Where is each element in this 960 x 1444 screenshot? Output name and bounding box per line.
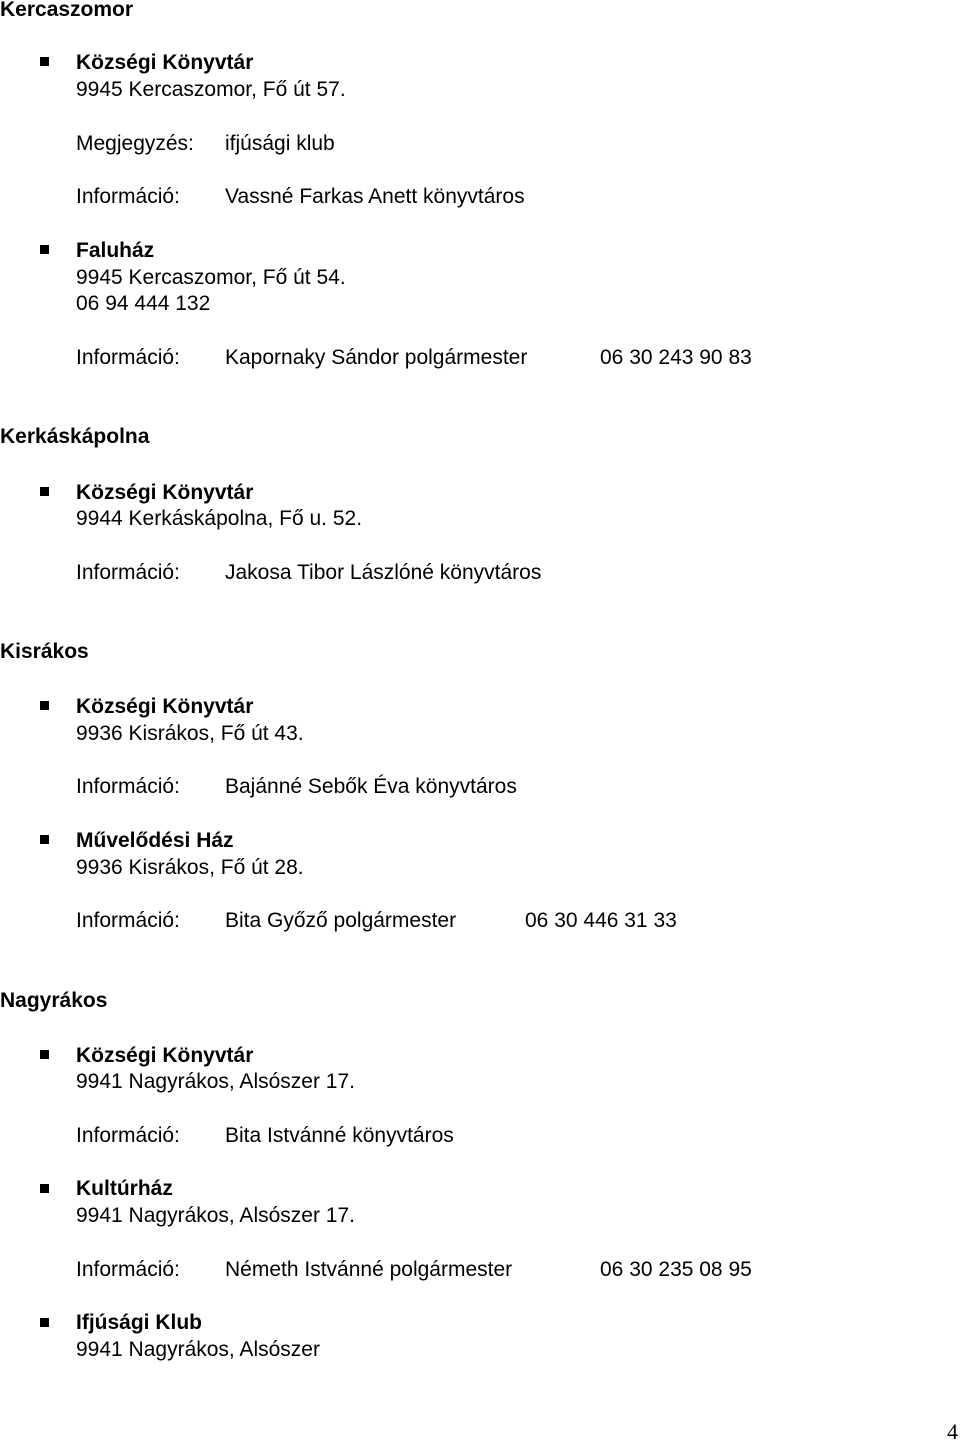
entry-title: Községi Könyvtár <box>76 481 254 504</box>
entry-address: 9936 Kisrákos, Fő út 43. <box>76 722 304 745</box>
entry-title: Faluház <box>76 239 155 262</box>
info-value: Vassné Farkas Anett könyvtáros <box>225 185 525 208</box>
bullet-icon <box>40 487 49 496</box>
info-label: Információ: <box>76 909 180 932</box>
section-heading-kisrakos: Kisrákos <box>0 640 89 663</box>
info-label: Információ: <box>76 346 180 369</box>
entry-title: Művelődési Ház <box>76 829 234 852</box>
bullet-icon <box>40 701 49 710</box>
info-label: Információ: <box>76 561 180 584</box>
info-value: Jakosa Tibor Lászlóné könyvtáros <box>225 561 542 584</box>
entry-address: 9945 Kercaszomor, Fő út 57. <box>76 78 346 101</box>
entry-address: 9941 Nagyrákos, Alsószer 17. <box>76 1070 355 1093</box>
info-label: Megjegyzés: <box>76 132 194 155</box>
entry-address: 9936 Kisrákos, Fő út 28. <box>76 856 304 879</box>
bullet-icon <box>40 57 49 66</box>
section-heading-kerkaskapolna: Kerkáskápolna <box>0 425 150 448</box>
bullet-icon <box>40 245 49 254</box>
info-value: Bita Győző polgármester <box>225 909 457 932</box>
entry-title: Községi Könyvtár <box>76 51 254 74</box>
info-value: Bajánné Sebők Éva könyvtáros <box>225 775 517 798</box>
bullet-icon <box>40 835 49 844</box>
entry-title: Községi Könyvtár <box>76 695 254 718</box>
info-phone: 06 30 243 90 83 <box>600 346 752 369</box>
info-label: Információ: <box>76 1258 180 1281</box>
info-label: Információ: <box>76 775 180 798</box>
entry-phone: 06 94 444 132 <box>76 292 211 315</box>
entry-title: Községi Könyvtár <box>76 1044 254 1067</box>
info-label: Információ: <box>76 185 180 208</box>
entry-title: Kultúrház <box>76 1177 173 1200</box>
page-number: 4 <box>947 1419 958 1444</box>
bullet-icon <box>40 1050 49 1059</box>
bullet-icon <box>40 1184 49 1193</box>
info-value: Kapornaky Sándor polgármester <box>225 346 528 369</box>
info-value: Németh Istvánné polgármester <box>225 1258 513 1281</box>
entry-address: 9945 Kercaszomor, Fő út 54. <box>76 266 346 289</box>
info-value: ifjúsági klub <box>225 132 335 155</box>
entry-title: Ifjúsági Klub <box>76 1311 202 1334</box>
section-heading-nagyrakos: Nagyrákos <box>0 989 108 1012</box>
info-phone: 06 30 235 08 95 <box>600 1258 752 1281</box>
info-value: Bita Istvánné könyvtáros <box>225 1124 454 1147</box>
info-label: Információ: <box>76 1124 180 1147</box>
section-heading-kercaszomor: Kercaszomor <box>0 0 134 21</box>
entry-address: 9944 Kerkáskápolna, Fő u. 52. <box>76 507 363 530</box>
entry-address: 9941 Nagyrákos, Alsószer <box>76 1338 320 1361</box>
entry-address: 9941 Nagyrákos, Alsószer 17. <box>76 1204 355 1227</box>
bullet-icon <box>40 1318 49 1327</box>
info-phone: 06 30 446 31 33 <box>525 909 677 932</box>
